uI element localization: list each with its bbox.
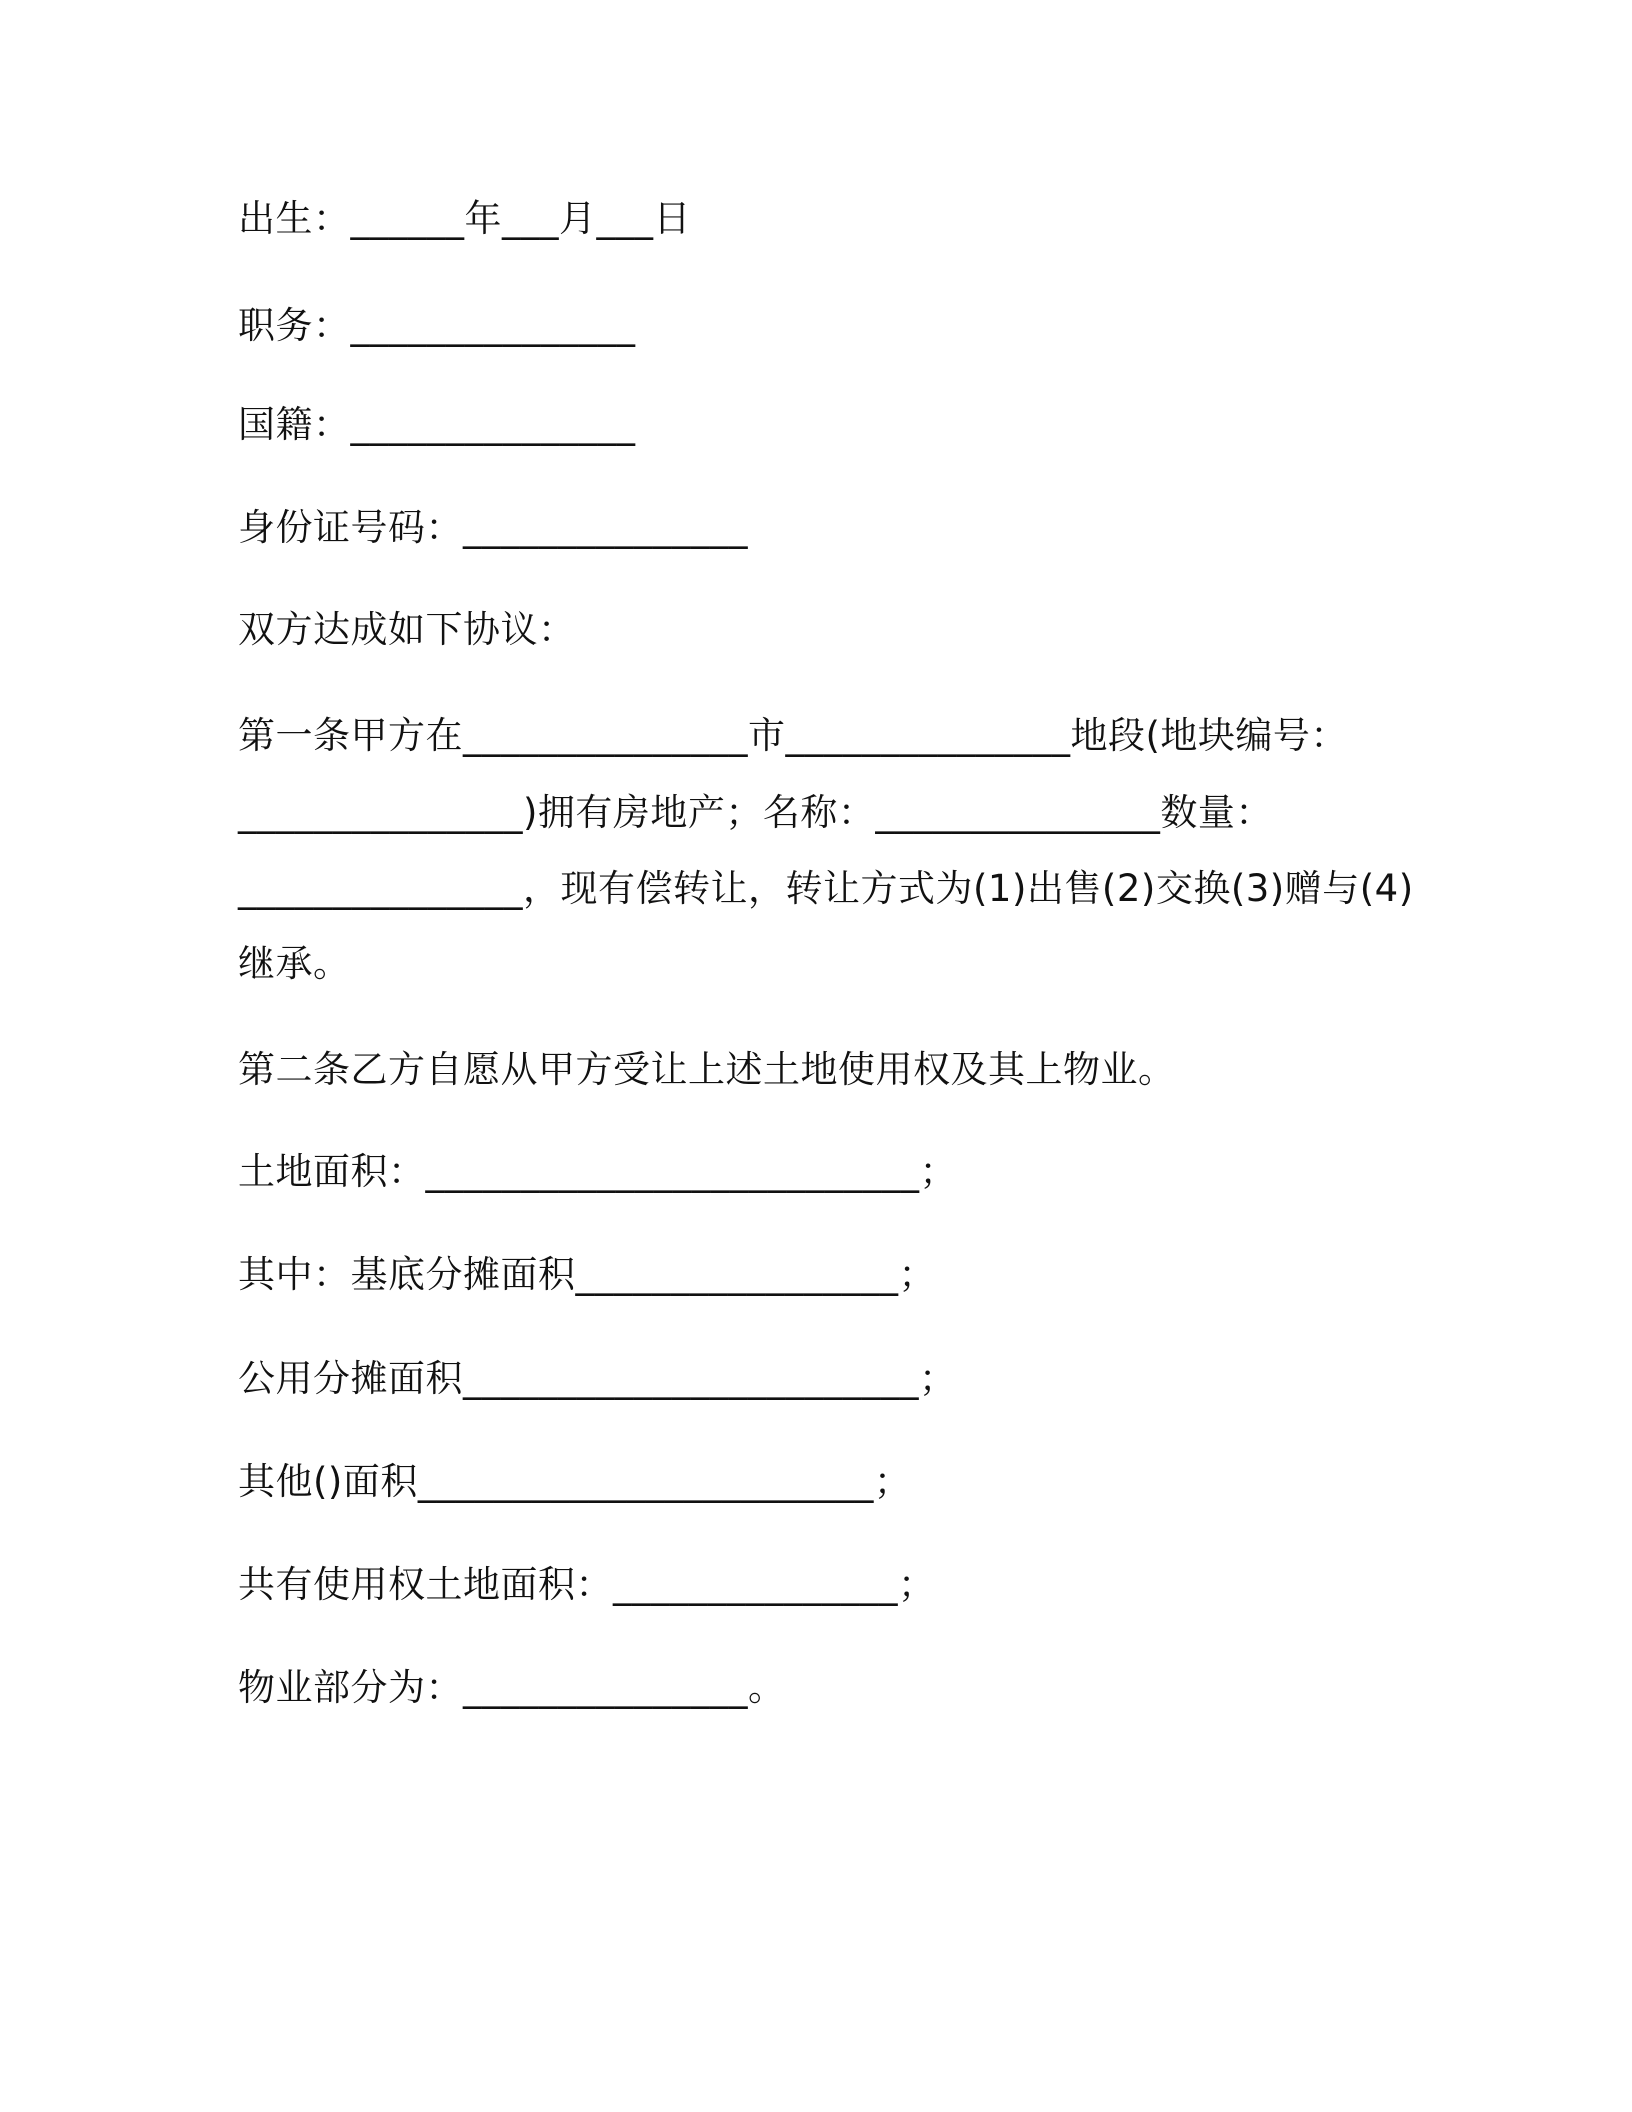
id-number-line: 身份证号码：_______________ bbox=[238, 506, 748, 549]
public-shared-area-line: 公用分摊面积________________________； bbox=[238, 1357, 957, 1400]
property-part-line: 物业部分为：_______________。 bbox=[238, 1666, 786, 1709]
shared-use-land-area-line: 共有使用权土地面积：_______________； bbox=[238, 1563, 936, 1606]
article-1-line-1: 第一条甲方在_______________市_______________地段(地块编号： bbox=[238, 714, 1348, 757]
other-area-line: 其他()面积________________________； bbox=[238, 1460, 912, 1503]
article-1-line-2: _______________)拥有房地产；名称：_______________数量： bbox=[238, 791, 1273, 834]
article-1-line-3: _______________，现有偿转让，转让方式为(1)出售(2)交换(3)赠与(4) bbox=[238, 867, 1414, 910]
article-1-line-4: 继承。 bbox=[238, 942, 351, 985]
land-area-line: 土地面积：__________________________； bbox=[238, 1150, 957, 1193]
nationality-line: 国籍：_______________ bbox=[238, 403, 636, 446]
article-2: 第二条乙方自愿从甲方受让上述土地使用权及其上物业。 bbox=[238, 1048, 1176, 1091]
birth-date-line: 出生：______年___月___日 bbox=[238, 197, 691, 240]
position-line: 职务：_______________ bbox=[238, 304, 636, 347]
agreement-intro: 双方达成如下协议： bbox=[238, 608, 576, 651]
base-shared-area-line: 其中：基底分摊面积_________________； bbox=[238, 1253, 936, 1296]
